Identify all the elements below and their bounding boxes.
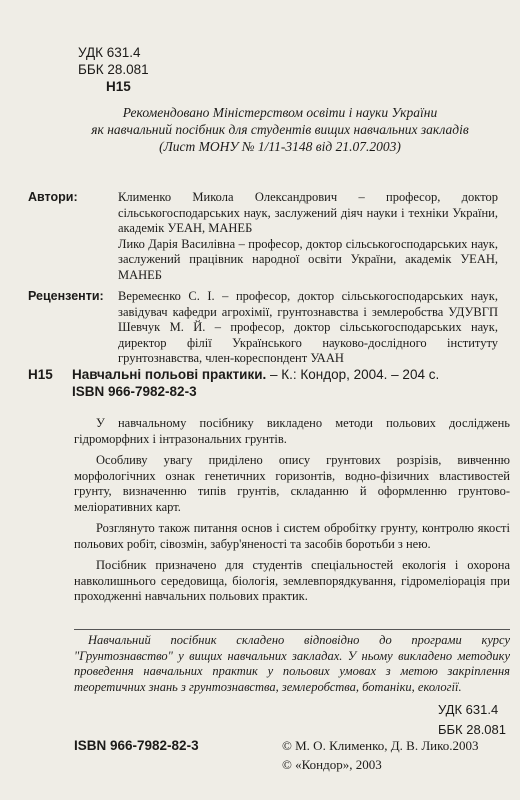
bbk-code: ББК 28.081	[78, 62, 149, 77]
bib-imprint: – К.: Кондор, 2004. – 204 с.	[266, 367, 440, 382]
recommendation-line: (Лист МОНУ № 1/11-3148 від 21.07.2003)	[159, 139, 401, 154]
bottom-bbk-code: ББК 28.081	[437, 722, 506, 737]
bib-isbn: ISBN 966-7982-82-3	[72, 384, 197, 399]
author-entry: Клименко Микола Олександрович – професор, доктор сільськогосподарських наук, заслужений діяч науки і техніки України, академік УЕАН, МАНЕБ	[118, 190, 498, 235]
reviewers-text: Веремеєнко С. І. – професор, доктор сільськогосподарських наук, завідувач кафедри агрохімії, грунтознавства і землеробства УДУВГП Шевчук М. Й. – професор, доктор сільськогосподарських наук, директор філії Українського науково-дослідного інституту грунтознавства, член-кореспондент УААН	[118, 289, 498, 365]
annotation	[74, 416, 510, 611]
copyright-block	[282, 736, 479, 774]
divider-rule	[74, 629, 510, 630]
copyright-line: © М. О. Клименко, Д. В. Лико.2003	[282, 738, 479, 753]
bottom-classification-codes	[438, 700, 506, 740]
bottom-isbn: ISBN 966-7982-82-3	[74, 738, 199, 753]
authors-row	[28, 190, 498, 283]
authors-label: Автори:	[28, 190, 78, 204]
annotation-paragraph: У навчальному посібнику викладено методи польових досліджень гідроморфних і інтразональних грунтів.	[74, 416, 510, 446]
author-entry: Лико Дарія Василівна – професор, доктор сільськогосподарських наук, заслужений працівник народної освіти України, академік УЕАН, МАНЕБ	[118, 236, 498, 282]
classification-codes	[78, 44, 149, 95]
ministry-recommendation	[60, 104, 500, 155]
annotation-paragraph: Особливу увагу приділено опису грунтових розрізів, вивченню морфологічних ознак генетичних горизонтів, водно-фізичних властивостей грунту, визначенню типів грунтів, складанню й оформленню грунтово-меліоративних карт.	[74, 453, 510, 514]
reviewers-row	[28, 289, 498, 367]
reviewers-label: Рецензенти:	[28, 289, 104, 303]
annotation-paragraph: Розглянуто також питання основ і систем обробітку грунту, контролю якості польових робіт, сівозмін, забур'яненості та засобів боротьби з нею.	[74, 521, 510, 551]
udk-code: УДК 631.4	[78, 45, 141, 60]
copyright-line: © «Кондор», 2003	[282, 757, 382, 772]
program-note	[74, 633, 510, 695]
author-index: Н15	[106, 79, 131, 94]
bibliographic-record	[28, 366, 439, 400]
authors-list	[118, 190, 498, 283]
annotation-paragraph: Посібник призначено для студентів спеціальностей екологія і охорона навколишнього середовища, біологія, землевпорядкування, гідромеліорація при проходженні навчальних польових практик.	[74, 558, 510, 603]
program-note-text: Навчальний посібник складено відповідно до програми курсу "Грунтознавство" у вищих навчальних закладах. У ньому викладено методику проведення навчальних практик у польових умовах з метою закріплення теоретичних знань з грунтознавства, землеробства, ботаніки, екології.	[74, 633, 510, 694]
bottom-udk-code: УДК 631.4	[437, 702, 499, 717]
persons-block	[28, 190, 498, 367]
recommendation-line: як навчальний посібник для студентів вищих навчальних закладів	[91, 122, 469, 137]
bib-title: Навчальні польові практики.	[72, 367, 267, 382]
recommendation-line: Рекомендовано Міністерством освіти і науки України	[122, 105, 438, 120]
bib-index: Н15	[28, 367, 53, 382]
